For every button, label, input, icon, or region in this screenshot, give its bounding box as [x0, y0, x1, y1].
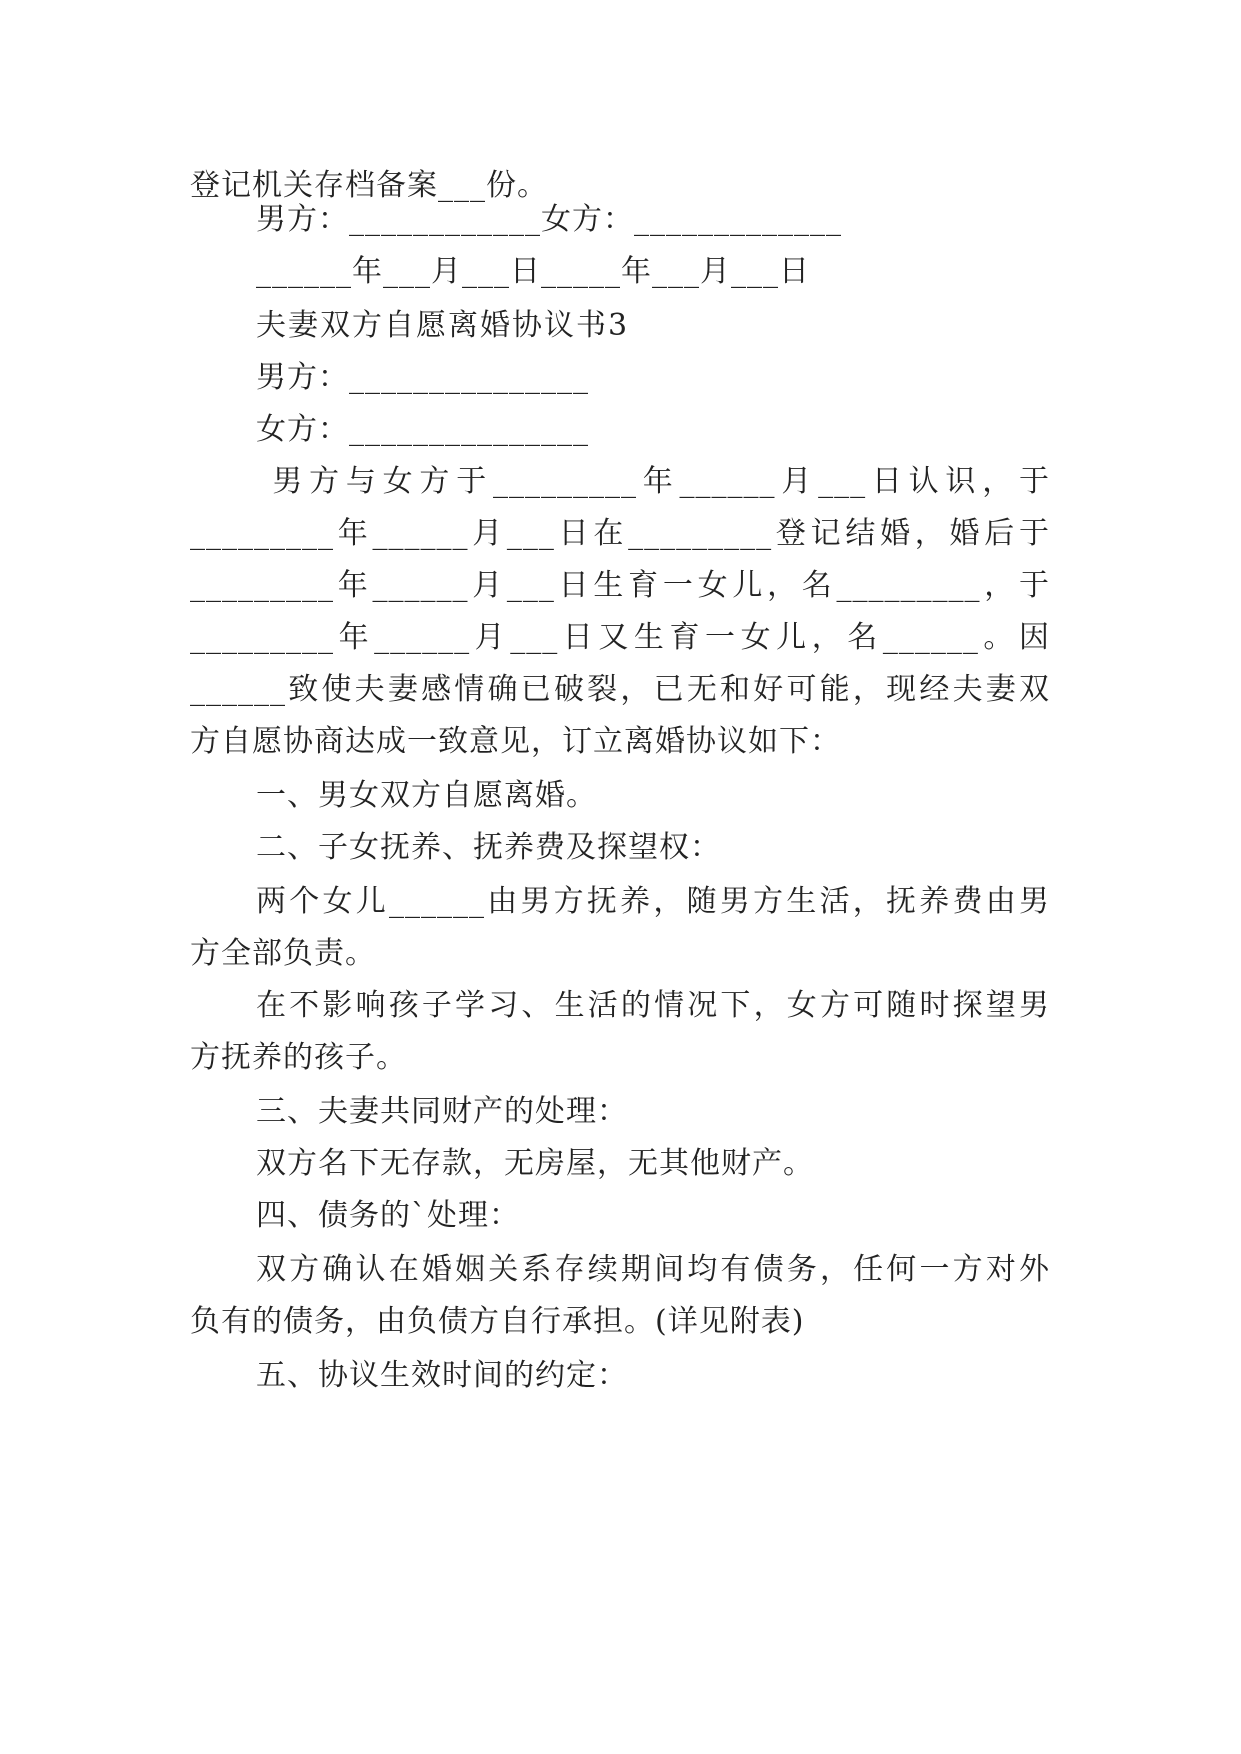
paragraph-line: 方抚养的孩子。	[190, 1040, 407, 1075]
paragraph-line: 两个女儿______由男方抚养，随男方生活，抚养费由男	[256, 884, 1050, 919]
section-heading: 二、子女抚养、抚养费及探望权：	[256, 830, 721, 865]
section-heading: 四、债务的`处理：	[256, 1198, 520, 1233]
male-party-line: 男方：_______________	[256, 360, 589, 395]
date-line: ______年___月___日_____年___月___日	[256, 254, 810, 289]
paragraph-line: 方自愿协商达成一致意见，订立离婚协议如下：	[190, 724, 841, 759]
paragraph-line: 负有的债务，由负债方自行承担。(详见附表)	[190, 1304, 805, 1339]
paragraph-line: 在不影响孩子学习、生活的情况下，女方可随时探望男	[256, 988, 1050, 1023]
section-heading: 五、协议生效时间的约定：	[256, 1358, 628, 1393]
paragraph-line: 双方名下无存款，无房屋，无其他财产。	[256, 1146, 814, 1181]
paragraph-line: ______致使夫妻感情确已破裂，已无和好可能，现经夫妻双	[190, 672, 1050, 707]
paragraph-line: _________年______月___日生育一女儿，名_________，于	[190, 568, 1050, 603]
agreement-title: 夫妻双方自愿离婚协议书3	[256, 308, 630, 343]
section-heading: 三、夫妻共同财产的处理：	[256, 1094, 628, 1129]
paragraph-line: 男方与女方于_________年______月___日认识，于	[256, 464, 1050, 499]
female-party-line: 女方：_______________	[256, 412, 589, 447]
paragraph-line: 方全部负责。	[190, 936, 376, 971]
paragraph-line: _________年______月___日在_________登记结婚，婚后于	[190, 516, 1050, 551]
archive-copies-line: 登记机关存档备案___份。	[190, 168, 548, 203]
section-heading: 一、男女双方自愿离婚。	[256, 778, 597, 813]
signature-line: 男方：____________女方：_____________	[256, 202, 842, 237]
paragraph-line: 双方确认在婚姻关系存续期间均有债务，任何一方对外	[256, 1252, 1050, 1287]
paragraph-line: _________年______月___日又生育一女儿，名______。因	[190, 620, 1050, 655]
